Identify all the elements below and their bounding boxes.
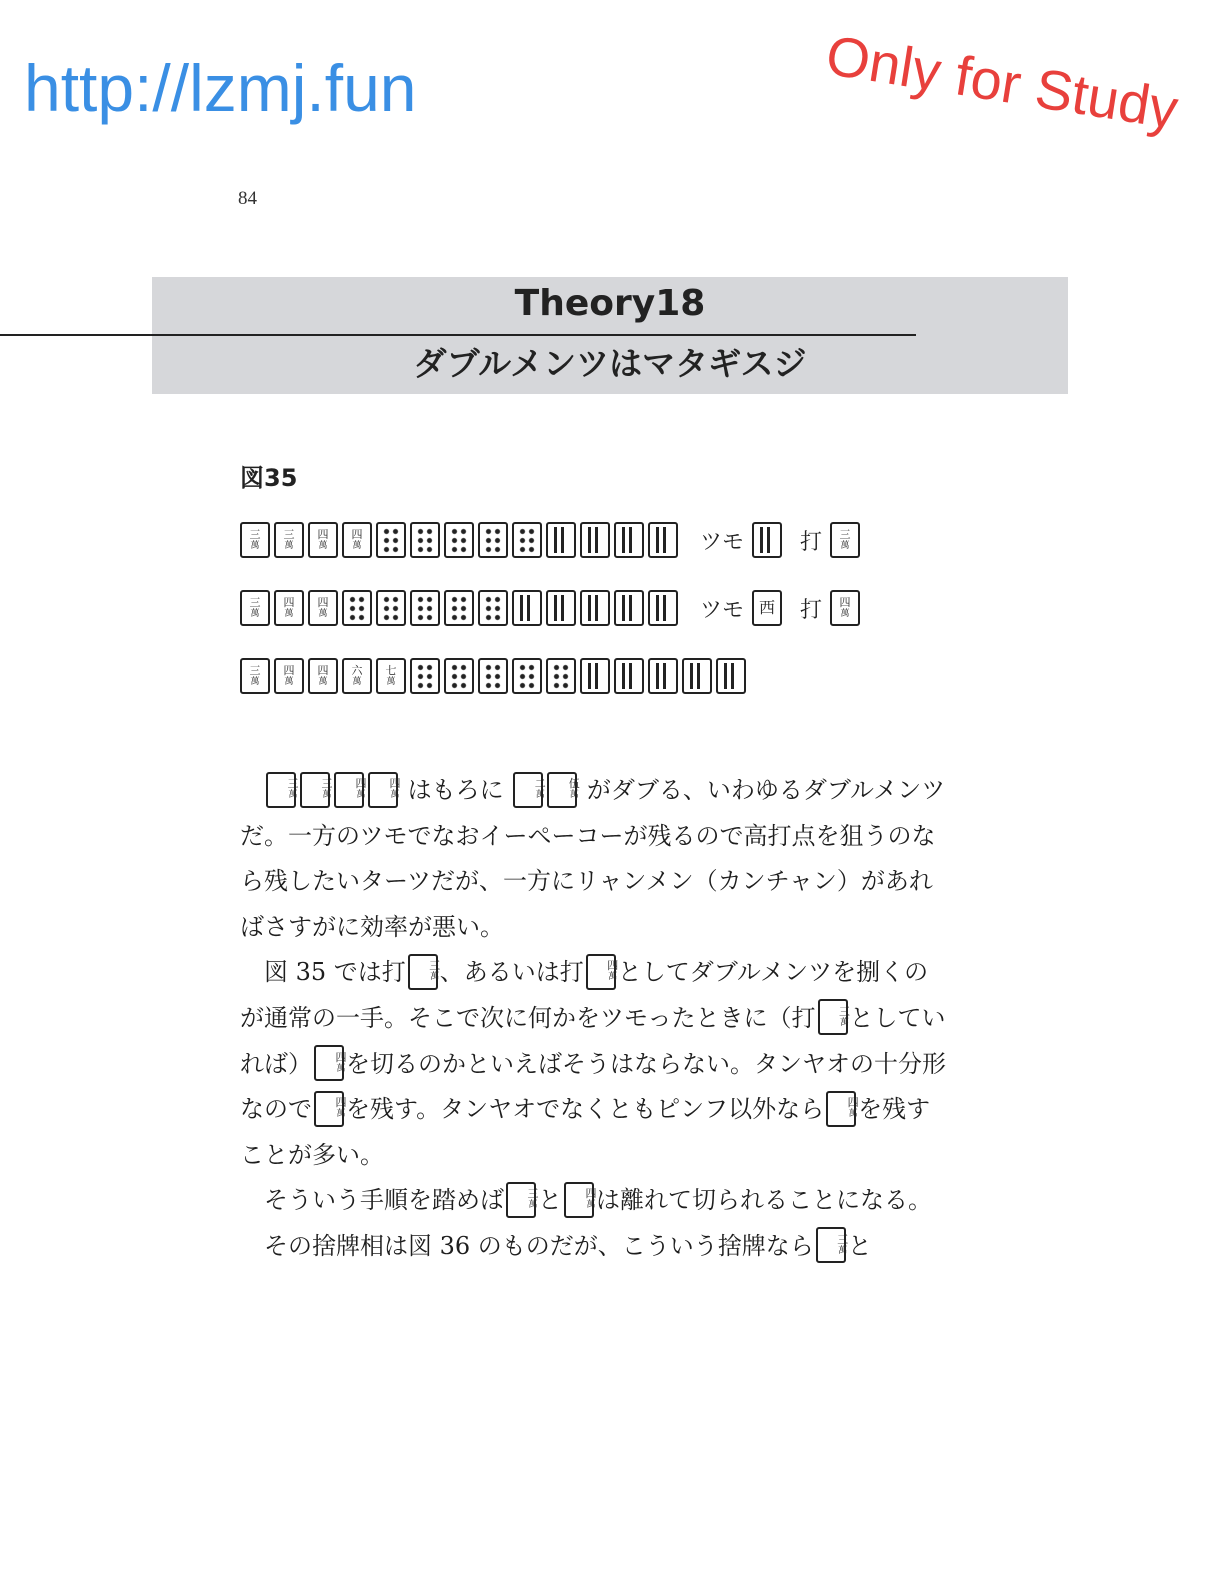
paragraph-text: 図 35 では打 <box>264 958 406 987</box>
pin-tile-icon <box>410 590 440 626</box>
tile-icon-3man: 三 萬 <box>300 772 330 808</box>
man-tile-icon: 七 萬 <box>376 658 406 694</box>
sou-tile-icon <box>614 522 644 558</box>
body-text <box>240 768 950 1270</box>
sou-tile-icon <box>648 590 678 626</box>
paragraph-4 <box>240 1224 950 1270</box>
tile-icon-2man: 二 萬 <box>513 772 543 808</box>
title-divider <box>0 334 916 336</box>
tile-icon-3man: 三 萬 <box>818 999 848 1035</box>
man-tile-icon: 四 萬 <box>342 522 372 558</box>
paragraph-text: その捨牌相は図 36 のものだが、こういう捨牌なら <box>264 1231 814 1260</box>
sou-tile-icon <box>512 590 542 626</box>
pin-tile-icon <box>478 522 508 558</box>
tile-icon-3man: 三 萬 <box>408 954 438 990</box>
tile-icon-4man: 四 萬 <box>826 1091 856 1127</box>
man-tile-icon: 三 萬 <box>274 522 304 558</box>
paragraph-1 <box>240 768 950 950</box>
man-tile-icon: 四 萬 <box>308 522 338 558</box>
sou-tile-icon <box>648 522 678 558</box>
wind-tile-icon: 西 <box>752 590 782 626</box>
paragraph-text: はもろに <box>407 776 504 804</box>
tile-row-1 <box>240 520 864 560</box>
pin-tile-icon <box>410 658 440 694</box>
page-number: 84 <box>238 188 257 209</box>
sou-tile-icon <box>752 522 782 558</box>
tile-icon-3man: 三 萬 <box>816 1227 846 1263</box>
pin-tile-icon <box>512 522 542 558</box>
discard-label: 打 <box>800 529 823 555</box>
man-tile-icon: 三 萬 <box>830 522 860 558</box>
man-tile-icon: 六 萬 <box>342 658 372 694</box>
paragraph-text: と <box>847 1231 872 1260</box>
tile-icon-4man: 四 萬 <box>564 1182 594 1218</box>
sou-tile-icon <box>716 658 746 694</box>
tile-icon-5man: 伍 萬 <box>547 772 577 808</box>
pin-tile-icon <box>444 590 474 626</box>
figure-label: 図35 <box>240 464 298 492</box>
sou-tile-icon <box>648 658 678 694</box>
watermark-study: Only for Study <box>821 22 1183 141</box>
tsumo-label: ツモ <box>700 597 745 623</box>
tsumo-label: ツモ <box>700 529 745 555</box>
man-tile-icon: 三 萬 <box>240 522 270 558</box>
sou-tile-icon <box>580 658 610 694</box>
tile-icon-4man: 四 萬 <box>314 1091 344 1127</box>
tile-icon-4man: 四 萬 <box>586 954 616 990</box>
pin-tile-icon <box>444 658 474 694</box>
paragraph-text: を残す。タンヤオでなくともピンフ以外なら <box>346 1095 825 1124</box>
man-tile-icon: 三 萬 <box>240 590 270 626</box>
paragraph-3 <box>240 1178 950 1224</box>
pin-tile-icon <box>478 590 508 626</box>
pin-tile-icon <box>444 522 474 558</box>
tile-icon-4man: 四 萬 <box>314 1045 344 1081</box>
pin-tile-icon <box>410 522 440 558</box>
paragraph-text: としてダブルメンツを捌くのが通常の一手。そこで次に何かをツモったときに（打 <box>240 958 929 1032</box>
sou-tile-icon <box>546 590 576 626</box>
sou-tile-icon <box>614 658 644 694</box>
pin-tile-icon <box>376 522 406 558</box>
man-tile-icon: 四 萬 <box>274 590 304 626</box>
sou-tile-icon <box>546 522 576 558</box>
sou-tile-icon <box>614 590 644 626</box>
paragraph-text: がダブる、いわゆるダブルメンツだ。一方のツモでなおイーペーコーが残るので高打点を狙うのなら残したいターツだが、一方にリャンメン（カンチャン）があればさすがに効率が悪い。 <box>240 776 946 941</box>
tile-icon-4man: 四 萬 <box>334 772 364 808</box>
paragraph-2 <box>240 950 950 1178</box>
man-tile-icon: 四 萬 <box>830 590 860 626</box>
paragraph-text: と <box>538 1186 562 1215</box>
chapter-title-english: Theory18 <box>514 283 706 324</box>
paragraph-text: を残すことが多い。 <box>240 1095 931 1169</box>
man-tile-icon: 四 萬 <box>308 658 338 694</box>
chapter-title-japanese: ダブルメンツはマタギスジ <box>413 344 807 383</box>
man-tile-icon: 四 萬 <box>308 590 338 626</box>
tile-icon-4man: 四 萬 <box>368 772 398 808</box>
pin-tile-icon <box>342 590 372 626</box>
sou-tile-icon <box>580 590 610 626</box>
pin-tile-icon <box>546 658 576 694</box>
man-tile-icon: 四 萬 <box>274 658 304 694</box>
paragraph-text: を切るのかといえばそうはならない。タンヤオの十分形なので <box>240 1049 946 1124</box>
discard-label: 打 <box>800 597 823 623</box>
tile-icon-3man: 三 萬 <box>266 772 296 808</box>
pin-tile-icon <box>512 658 542 694</box>
sou-tile-icon <box>580 522 610 558</box>
pin-tile-icon <box>376 590 406 626</box>
watermark-url: http://lzmj.fun <box>24 51 417 125</box>
paragraph-text: としていれば） <box>240 1003 946 1078</box>
sou-tile-icon <box>682 658 712 694</box>
paragraph-text: 、あるいは打 <box>439 958 584 987</box>
tile-row-2 <box>240 588 864 628</box>
paragraph-text: そういう手順を踏めば <box>264 1186 504 1215</box>
man-tile-icon: 三 萬 <box>240 658 270 694</box>
tile-row-3 <box>240 656 750 696</box>
tile-icon-3man: 三 萬 <box>506 1182 536 1218</box>
pin-tile-icon <box>478 658 508 694</box>
paragraph-text: は離れて切られることになる。 <box>596 1186 932 1215</box>
